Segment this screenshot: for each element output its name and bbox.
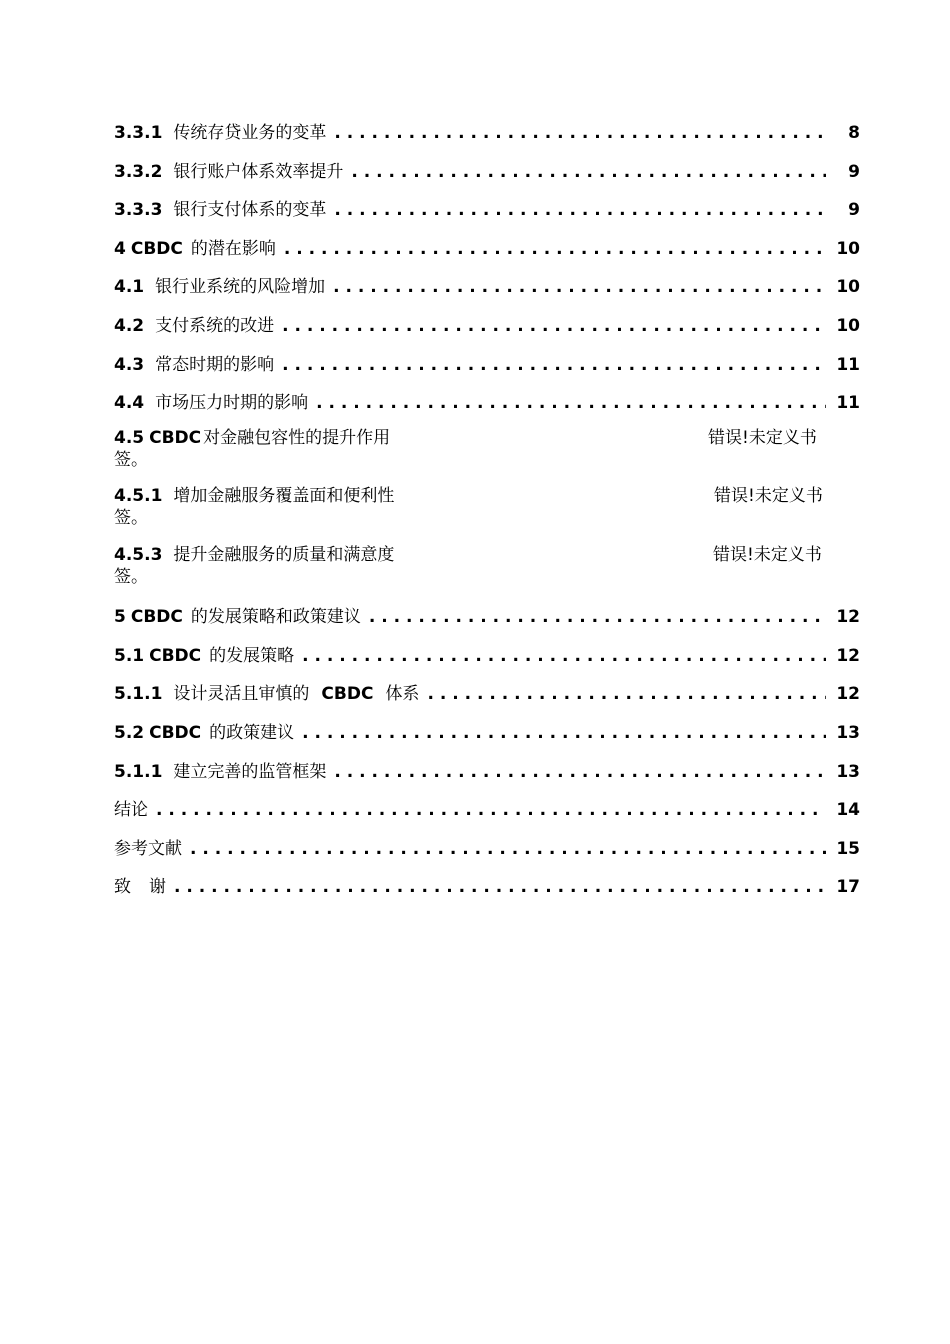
- toc-entry[interactable]: [114, 757, 860, 796]
- toc-entry-number: 4.5.3: [114, 544, 163, 565]
- error-message: 错误!未定义书: [713, 544, 822, 565]
- toc-entry-title: 增加金融服务覆盖面和便利性: [173, 486, 395, 507]
- toc-entry-number: 4.5.1: [114, 486, 163, 507]
- dot-leader: [369, 602, 826, 632]
- table-of-contents: [114, 118, 860, 911]
- error-message: 错误!未定义书: [708, 427, 817, 448]
- toc-entry[interactable]: [114, 795, 860, 834]
- toc-entry-title: 市场压力时期的影响: [155, 393, 309, 414]
- toc-entry-page: 10: [836, 315, 860, 336]
- toc-entry-title: 的潜在影响: [190, 238, 276, 259]
- toc-entry-number: 4: [114, 238, 126, 259]
- toc-entry-title: 对金融包容性的提升作用: [203, 427, 391, 448]
- toc-entry-page: 12: [836, 645, 860, 666]
- toc-entry-page: 13: [836, 723, 860, 744]
- dot-leader: [351, 157, 826, 187]
- toc-entry-page: 9: [848, 200, 860, 221]
- toc-entry[interactable]: [114, 602, 860, 641]
- toc-entry-page: 11: [836, 354, 860, 375]
- toc-entry[interactable]: [114, 834, 860, 873]
- toc-entry-number: 3.3.1: [114, 123, 163, 143]
- dot-leader: [284, 234, 826, 264]
- toc-entry-number: 5.1: [114, 645, 145, 666]
- dot-leader: [302, 641, 826, 671]
- toc-entry-number: 5.2: [114, 723, 145, 744]
- toc-entry-page: 11: [836, 393, 860, 414]
- toc-entry-number: 4.1: [114, 277, 145, 298]
- toc-entry-title: 的发展策略: [209, 645, 295, 666]
- toc-entry-title: 的发展策略和政策建议: [190, 607, 361, 628]
- toc-entry[interactable]: [114, 641, 860, 680]
- toc-entry-title: 设计灵活且审慎的: [173, 684, 310, 705]
- toc-entry[interactable]: [114, 718, 860, 757]
- toc-entry-number: 5.1.1: [114, 684, 163, 705]
- toc-entry[interactable]: [114, 157, 860, 196]
- toc-entry-title: 结论: [114, 800, 148, 821]
- toc-entry-title: 银行账户体系效率提升: [173, 161, 344, 182]
- toc-entry-page: 8: [848, 123, 860, 143]
- toc-entry-page: 13: [836, 761, 860, 782]
- toc-entry-number: 4.5: [114, 427, 145, 448]
- toc-entry-number: 4.2: [114, 315, 145, 336]
- toc-entry-number: 4.3: [114, 354, 145, 375]
- toc-entry-title: 支付系统的改进: [155, 315, 275, 336]
- toc-entry-page: 15: [836, 838, 860, 859]
- toc-entry-title-part: 致: [114, 877, 131, 898]
- toc-entry-title: 银行业系统的风险增加: [155, 277, 326, 298]
- toc-entry[interactable]: [114, 388, 860, 427]
- toc-entry[interactable]: [114, 679, 860, 718]
- toc-entry[interactable]: [114, 195, 860, 234]
- toc-entry[interactable]: [114, 311, 860, 350]
- toc-entry-page: 10: [836, 238, 860, 259]
- toc-entry-title-prefix: CBDC: [130, 607, 183, 628]
- dot-leader: [427, 679, 826, 709]
- toc-entry[interactable]: [114, 872, 860, 911]
- toc-entry-title: 建立完善的监管框架: [173, 761, 327, 782]
- toc-entry-title: 提升金融服务的质量和满意度: [173, 544, 395, 565]
- toc-entry-title-prefix: CBDC: [130, 238, 183, 259]
- toc-entry-title-prefix: CBDC: [149, 723, 202, 744]
- dot-leader: [334, 757, 826, 787]
- toc-entry-title-mid: CBDC: [321, 684, 374, 705]
- toc-entry-number: 3.3.2: [114, 161, 163, 182]
- toc-entry-page: 12: [836, 607, 860, 628]
- error-message-tail: 签。: [114, 449, 148, 470]
- toc-entry-number: 3.3.3: [114, 200, 163, 221]
- error-message-tail: 签。: [114, 508, 148, 529]
- dot-leader: [302, 718, 826, 748]
- toc-entry-broken[interactable]: [114, 544, 860, 603]
- toc-entry-page: 10: [836, 277, 860, 298]
- toc-entry[interactable]: [114, 234, 860, 273]
- toc-entry-title-prefix: CBDC: [149, 645, 202, 666]
- toc-entry-page: 17: [836, 877, 860, 898]
- toc-entry-page: 12: [836, 684, 860, 705]
- dot-leader: [174, 872, 826, 902]
- toc-entry-title: 传统存贷业务的变革: [173, 123, 327, 143]
- toc-entry[interactable]: [114, 272, 860, 311]
- error-message: 错误!未定义书: [714, 486, 823, 507]
- toc-entry-title: 的政策建议: [209, 723, 295, 744]
- toc-entry-title: 银行支付体系的变革: [173, 200, 327, 221]
- toc-entry[interactable]: [114, 350, 860, 389]
- toc-entry-title: 参考文献: [114, 838, 182, 859]
- dot-leader: [334, 195, 826, 225]
- dot-leader: [282, 350, 826, 380]
- toc-entry-broken[interactable]: [114, 485, 860, 544]
- error-message-tail: 签。: [114, 566, 148, 587]
- toc-entry-title-suffix: 体系: [385, 684, 420, 705]
- dot-leader: [156, 795, 826, 825]
- toc-entry-broken[interactable]: [114, 427, 860, 486]
- toc-entry[interactable]: [114, 118, 860, 157]
- dot-leader: [316, 388, 826, 418]
- dot-leader: [333, 272, 826, 302]
- toc-entry-page: 9: [848, 161, 860, 182]
- toc-entry-number: 5: [114, 607, 126, 628]
- toc-entry-page: 14: [836, 800, 860, 821]
- toc-entry-number: 4.4: [114, 393, 145, 414]
- dot-leader: [282, 311, 826, 341]
- toc-entry-title-prefix: CBDC: [149, 427, 202, 448]
- dot-leader: [334, 118, 826, 148]
- dot-leader: [190, 834, 826, 864]
- toc-entry-number: 5.1.1: [114, 761, 163, 782]
- toc-entry-title: 常态时期的影响: [155, 354, 275, 375]
- toc-entry-title-part: 谢: [149, 877, 166, 898]
